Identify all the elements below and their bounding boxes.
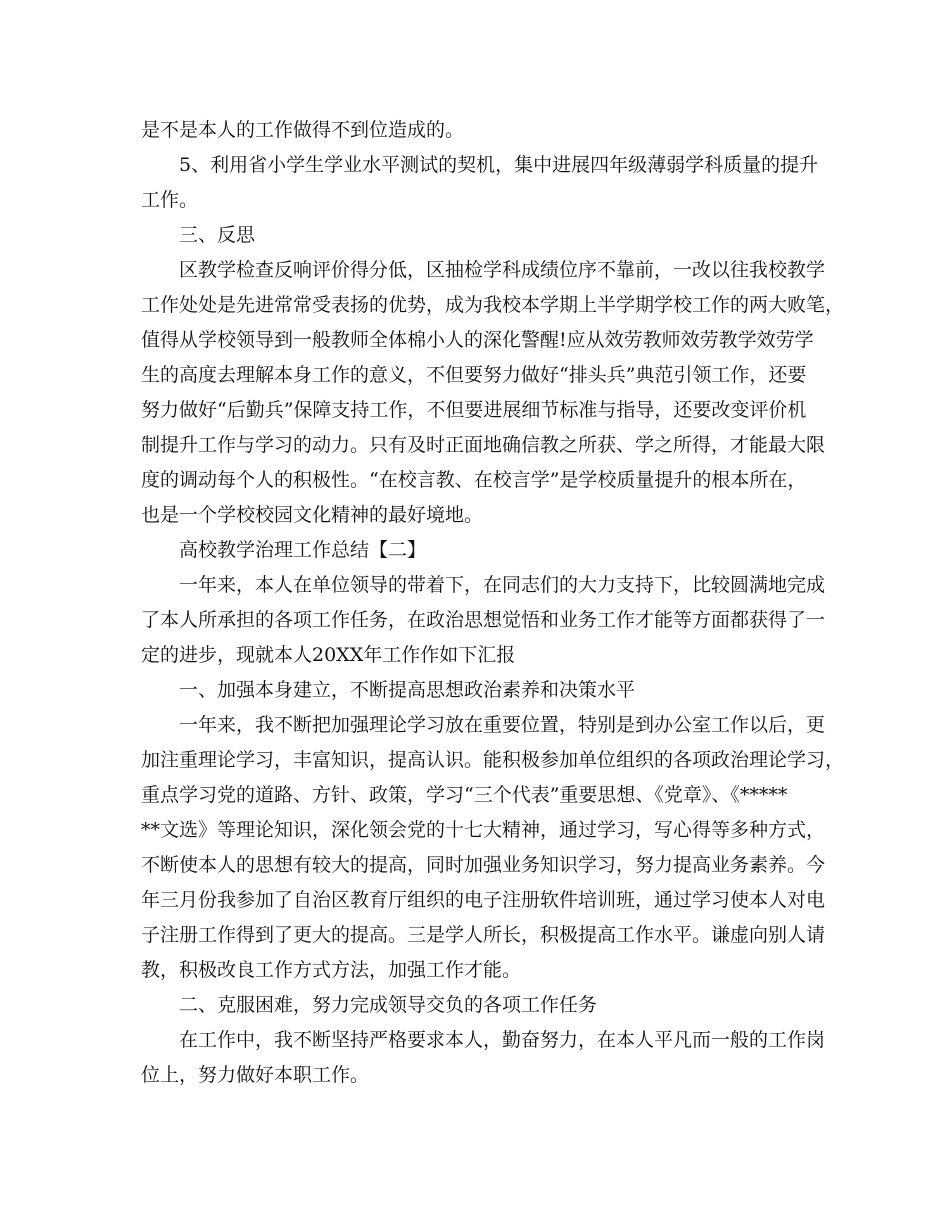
text-line: 重点学习党的道路、方针、政策，学习“三个代表”重要思想、《党章》、《***** [141, 784, 788, 806]
text-line: 工作处处是先进常常受表扬的优势，成为我校本学期上半学期学校工作的两大败笔， [141, 294, 845, 316]
text-line: 教，积极改良工作方式方法，加强工作才能。 [141, 959, 522, 981]
text-line: 在工作中，我不断坚持严格要求本人，勤奋努力，在本人平凡而一般的工作岗 [179, 1029, 826, 1051]
text-line: 三、反思 [179, 224, 256, 246]
text-line: 生的高度去理解本身工作的意义，不但要努力做好“排头兵”典范引领工作，还要 [141, 364, 807, 386]
text-line: 一年来，我不断把加强理论学习放在重要位置，特别是到办公室工作以后，更 [179, 714, 826, 736]
text-line: 制提升工作与学习的动力。只有及时正面地确信教之所获、学之所得，才能最大限 [141, 434, 826, 456]
text-line: 值得从学校领导到一般教师全体棉小人的深化警醒!应从效劳教师效劳教学效劳学 [141, 329, 814, 351]
text-line: 一、加强本身建立，不断提高思想政治素养和决策水平 [179, 679, 636, 701]
text-line: 5、利用省小学生学业水平测试的契机，集中进展四年级薄弱学科质量的提升 [179, 154, 819, 176]
text-line: 也是一个学校校园文化精神的最好境地。 [141, 504, 484, 526]
text-line: 年三月份我参加了自治区教育厅组织的电子注册软件培训班，通过学习使本人对电 [141, 889, 826, 911]
text-line: 高校教学治理工作总结【二】 [179, 539, 427, 561]
text-line: 一年来，本人在单位领导的带着下，在同志们的大力支持下，比较圆满地完成 [179, 574, 826, 596]
text-line: 区教学检查反响评价得分低，区抽检学科成绩位序不靠前，一改以往我校教学 [179, 259, 826, 281]
text-line: 子注册工作得到了更大的提高。三是学人所长，积极提高工作水平。谦虚向别人请 [141, 924, 826, 946]
text-line: 努力做好“后勤兵”保障支持工作，不但要进展细节标准与指导，还要改变评价机 [141, 399, 807, 421]
text-line: 位上，努力做好本职工作。 [141, 1064, 370, 1086]
document-body [141, 113, 845, 1093]
text-line: 二、克服困难，努力完成领导交负的各项工作任务 [179, 994, 598, 1016]
text-line: **文选》等理论知识，深化领会党的十七大精神，通过学习，写心得等多种方式， [141, 819, 826, 841]
text-line: 是不是本人的工作做得不到位造成的。 [141, 119, 465, 141]
text-line: 定的进步，现就本人20XX年工作作如下汇报 [141, 644, 516, 666]
text-line: 不断使本人的思想有较大的提高，同时加强业务知识学习，努力提高业务素养。今 [141, 854, 826, 876]
text-line: 了本人所承担的各项工作任务，在政治思想觉悟和业务工作才能等方面都获得了一 [141, 609, 826, 631]
text-line: 加注重理论学习，丰富知识，提高认识。能积极参加单位组织的各项政治理论学习， [141, 749, 845, 771]
text-line: 度的调动每个人的积极性。“在校言教、在校言学”是学校质量提升的根本所在， [141, 469, 807, 491]
text-line: 工作。 [141, 189, 199, 211]
